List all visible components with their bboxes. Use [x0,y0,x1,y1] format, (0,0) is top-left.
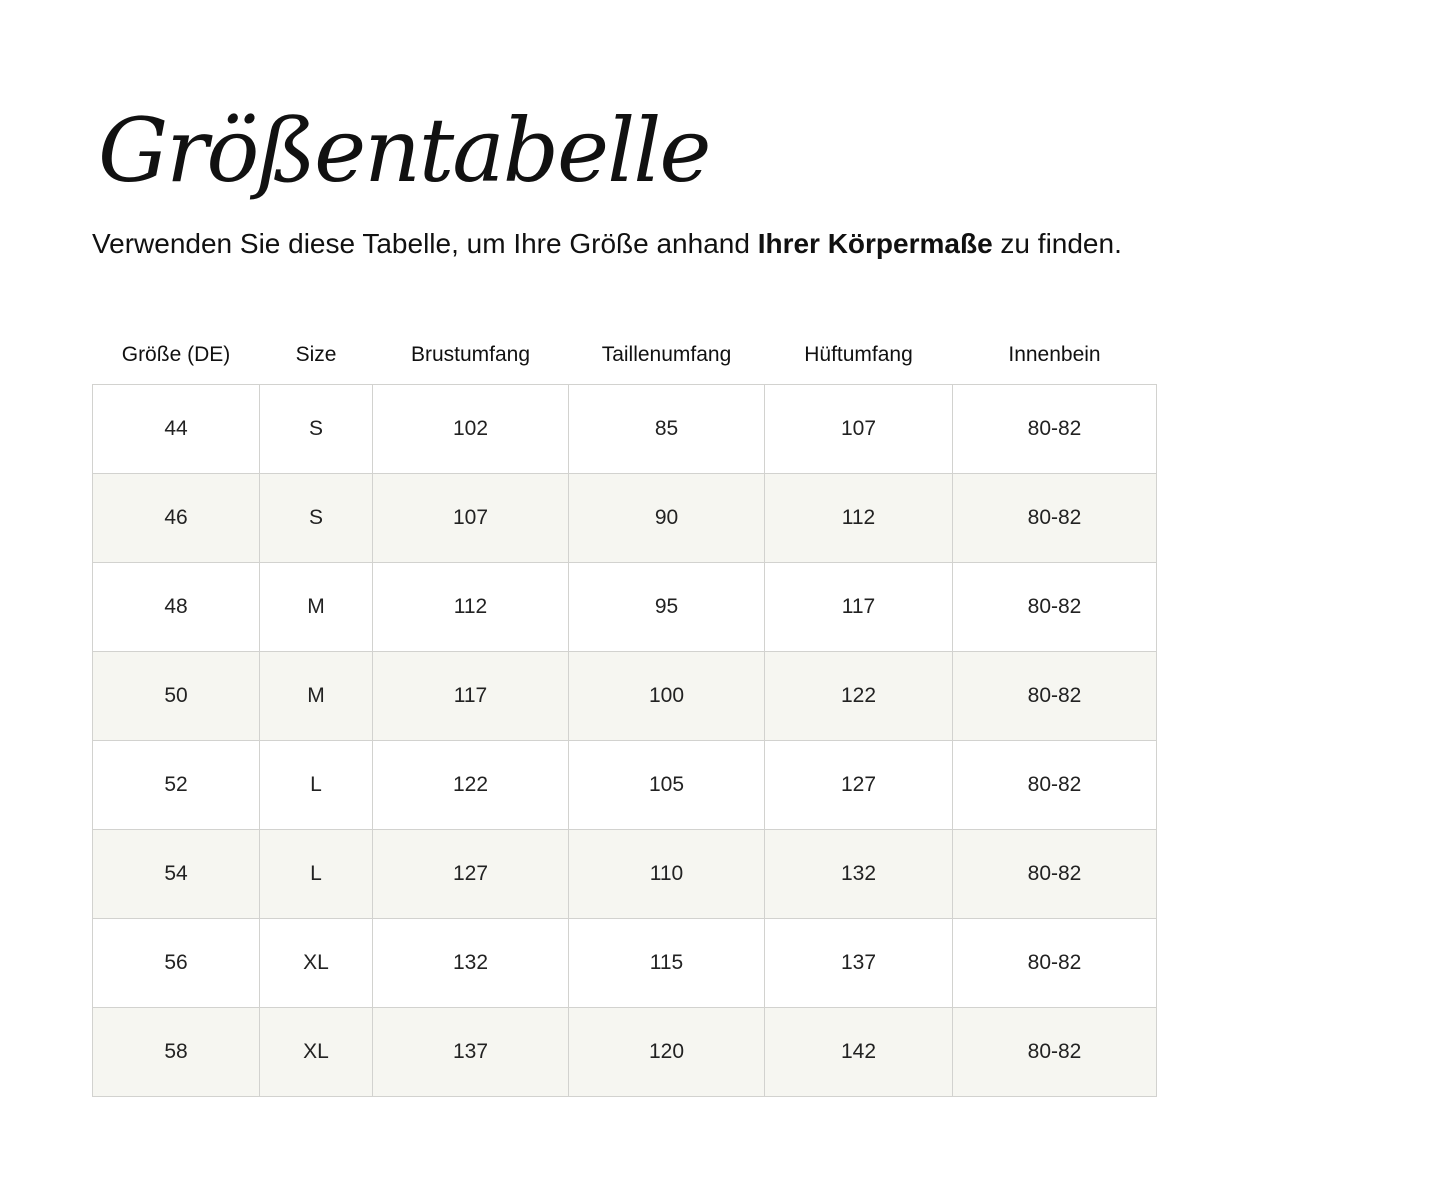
cell-taillenumfang: 110 [569,830,765,919]
cell-hueftumfang: 132 [765,830,953,919]
cell-groesse-de: 52 [93,741,260,830]
cell-size: XL [260,1008,373,1097]
cell-groesse-de: 58 [93,1008,260,1097]
table-header-row [93,326,1157,385]
table-row [93,474,1157,563]
cell-taillenumfang: 115 [569,919,765,1008]
subtitle-text-after: zu finden. [992,228,1122,259]
cell-groesse-de: 50 [93,652,260,741]
header-taillenumfang: Taillenumfang [601,343,732,366]
cell-hueftumfang: 117 [765,563,953,652]
cell-taillenumfang: 120 [569,1008,765,1097]
cell-taillenumfang: 95 [569,563,765,652]
cell-brustumfang: 132 [373,919,569,1008]
cell-hueftumfang: 142 [765,1008,953,1097]
cell-hueftumfang: 112 [765,474,953,563]
header-size: Size [295,343,337,366]
cell-groesse-de: 44 [93,385,260,474]
header-brustumfang: Brustumfang [410,343,531,366]
cell-brustumfang: 102 [373,385,569,474]
cell-hueftumfang: 137 [765,919,953,1008]
cell-size: S [260,474,373,563]
cell-taillenumfang: 85 [569,385,765,474]
table-row [93,741,1157,830]
cell-size: L [260,830,373,919]
cell-taillenumfang: 100 [569,652,765,741]
header-innenbein: Innenbein [1008,343,1101,366]
table-row [93,830,1157,919]
cell-brustumfang: 112 [373,563,569,652]
cell-size: M [260,652,373,741]
cell-size: XL [260,919,373,1008]
cell-innenbein: 80-82 [953,1008,1157,1097]
table-row [93,563,1157,652]
cell-groesse-de: 48 [93,563,260,652]
table-row [93,385,1157,474]
table-row [93,652,1157,741]
cell-groesse-de: 54 [93,830,260,919]
page-title: Größentabelle [98,99,710,202]
cell-size: L [260,741,373,830]
table-body [93,385,1157,1097]
table-row [93,919,1157,1008]
cell-brustumfang: 127 [373,830,569,919]
header-hueftumfang: Hüftumfang [804,343,913,366]
cell-groesse-de: 46 [93,474,260,563]
table-row [93,1008,1157,1097]
cell-innenbein: 80-82 [953,741,1157,830]
cell-brustumfang: 117 [373,652,569,741]
cell-taillenumfang: 90 [569,474,765,563]
cell-innenbein: 80-82 [953,919,1157,1008]
subtitle-text-bold: Ihrer Körpermaße [757,228,993,259]
cell-brustumfang: 107 [373,474,569,563]
cell-innenbein: 80-82 [953,474,1157,563]
cell-brustumfang: 122 [373,741,569,830]
header-groesse-de: Größe (DE) [121,343,231,366]
cell-hueftumfang: 107 [765,385,953,474]
subtitle-text-before: Verwenden Sie diese Tabelle, um Ihre Größe anhand [92,228,758,259]
cell-innenbein: 80-82 [953,385,1157,474]
cell-size: M [260,563,373,652]
page-subtitle [92,226,1122,262]
cell-taillenumfang: 105 [569,741,765,830]
cell-innenbein: 80-82 [953,563,1157,652]
cell-size: S [260,385,373,474]
cell-innenbein: 80-82 [953,830,1157,919]
cell-hueftumfang: 127 [765,741,953,830]
cell-hueftumfang: 122 [765,652,953,741]
size-table [92,326,1157,1097]
cell-innenbein: 80-82 [953,652,1157,741]
cell-brustumfang: 137 [373,1008,569,1097]
cell-groesse-de: 56 [93,919,260,1008]
